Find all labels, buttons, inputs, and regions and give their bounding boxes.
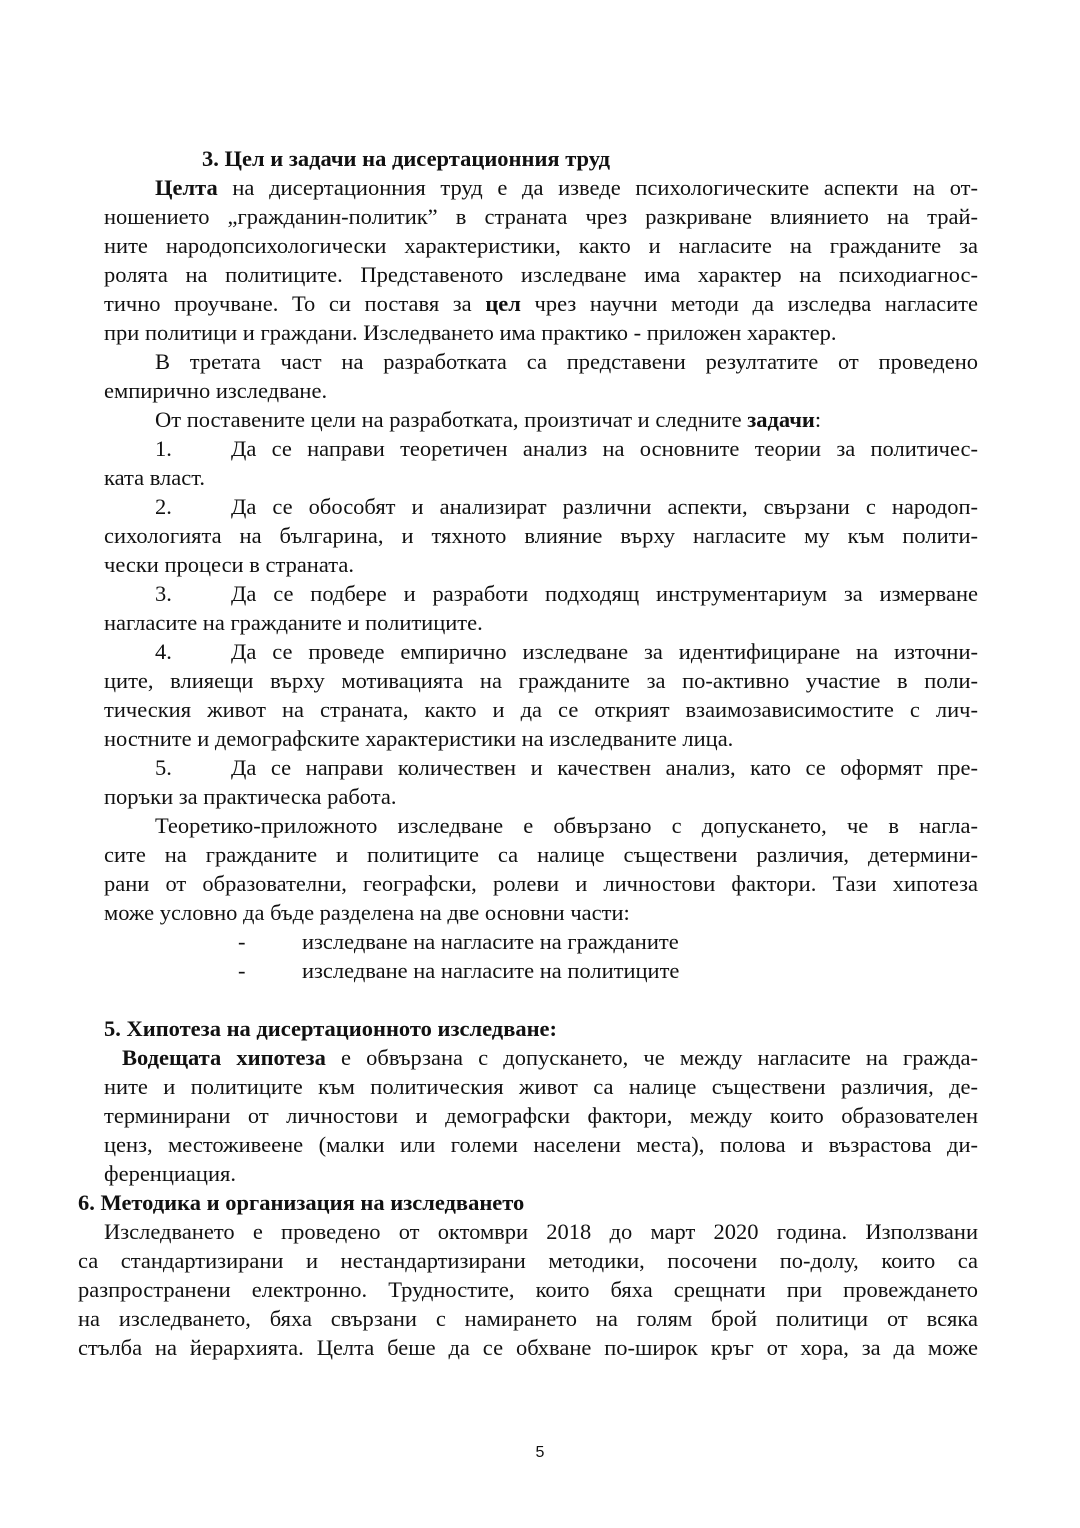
page-number: 5 <box>535 1444 545 1461</box>
bullet-1-text: изследване на нагласите на гражданите <box>302 929 679 954</box>
task-1-line2: ката власт. <box>104 465 206 490</box>
bullet-2-text: изследване на нагласите на политиците <box>302 958 680 983</box>
s3-p2-line2: емпирично изследване. <box>104 378 328 403</box>
s5-line2: ните и политиците към политическия живот са налице съществени различия, де- <box>104 1074 978 1099</box>
section-5-heading: 5. Хипотеза на дисертационното изследване: <box>104 1016 558 1041</box>
s3-p2-line1: В третата част на разработката са представени резултатите от проведено <box>155 349 978 374</box>
task-4-line3: тическия живот на страната, както и да се открият взаимозависимостите с лич- <box>104 697 978 722</box>
section-3-heading: 3. Цел и задачи на дисертационния труд <box>202 146 610 171</box>
s3-p1-line5: тично проучване. То си поставя за цел чрез научни методи да изследва нагласите <box>104 291 978 316</box>
s3-p1-line4: ролята на политиците. Представеното изследване има характер на психодиагнос- <box>104 262 978 287</box>
task-5-number: 5. <box>155 755 172 780</box>
task-5-line2: поръки за практическа работа. <box>104 784 397 809</box>
task-3-line2: нагласите на гражданите и политиците. <box>104 610 483 635</box>
s5-line1: Водещата хипотеза е обвързана с допускането, че между нагласите на гражда- <box>122 1045 978 1070</box>
s6-line2: са стандартизирани и нестандартизирани методики, посочени по-долу, които са <box>78 1248 978 1273</box>
task-5-line1: Да се направи количествен и качествен анализ, като се оформят пре- <box>231 755 978 780</box>
task-3-number: 3. <box>155 581 172 606</box>
s3-p1-line6: при политици и граждани. Изследването има практико - приложен характер. <box>104 320 837 345</box>
s3-p1-line2: ношението „гражданин-политик” в страната чрез разкриване влиянието на трай- <box>104 204 978 229</box>
s6-line1: Изследването е проведено от октомври 2018 до март 2020 година. Използвани <box>104 1219 978 1244</box>
task-2-line3: чески процеси в страната. <box>104 552 354 577</box>
s3-p1-line1: Целта на дисертационния труд е да изведе психологическите аспекти на от- <box>155 175 978 200</box>
s5-line3: терминирани от личностови и демографски фактори, между които образователен <box>104 1103 978 1128</box>
task-3-line1: Да се подбере и разработи подходящ инструментариум за измерване <box>231 581 978 606</box>
s3-p1-line3: ните народопсихологически характеристики, както и нагласите на гражданите за <box>104 233 978 258</box>
task-4-line2: ците, влияещи върху мотивацията на гражданите за по-активно участие в поли- <box>104 668 978 693</box>
s3-p3: От поставените цели на разработката, произтичат и следните задачи: <box>155 407 822 432</box>
task-2-line1: Да се обособят и анализират различни аспекти, свързани с народоп- <box>231 494 978 519</box>
s5-line4: ценз, местоживеене (малки или големи населени места), полова и възрастова ди- <box>104 1132 978 1157</box>
task-2-line2: сихологията на българина, и тяхното влияние върху нагласите му към полити- <box>104 523 978 548</box>
task-1-line1: Да се направи теоретичен анализ на основните теории за политичес- <box>231 436 978 461</box>
task-4-line4: ностните и демографските характеристики на изследваните лица. <box>104 726 734 751</box>
s6-line3: разпространени електронно. Трудностите, които бяха срещнати при провеждането <box>78 1277 978 1302</box>
section-6-heading: 6. Методика и организация на изследването <box>78 1190 525 1215</box>
s6-line5: стълба на йерархията. Целта беше да се обхване по-широк кръг от хора, за да може <box>78 1335 978 1360</box>
s5-line5: ференциация. <box>104 1161 236 1186</box>
s3-p4-line4: може условно да бъде разделена на две основни части: <box>104 900 630 925</box>
task-1-number: 1. <box>155 436 172 461</box>
s3-p4-line2: сите на гражданите и политиците са налице съществени различия, детермини- <box>104 842 978 867</box>
task-4-line1: Да се проведе емпирично изследване за идентифициране на източни- <box>231 639 978 664</box>
task-4-number: 4. <box>155 639 172 664</box>
bullet-2-dash: - <box>238 958 246 983</box>
s3-p4-line1: Теоретико-приложното изследване е обвързано с допускането, че в нагла- <box>155 813 978 838</box>
s3-p4-line3: рани от образователни, географски, ролеви и личностови фактори. Тази хипотеза <box>104 871 978 896</box>
s6-line4: на изследването, бяха свързани с намирането на голям брой политици от всяка <box>78 1306 978 1331</box>
task-2-number: 2. <box>155 494 172 519</box>
bullet-1-dash: - <box>238 929 246 954</box>
